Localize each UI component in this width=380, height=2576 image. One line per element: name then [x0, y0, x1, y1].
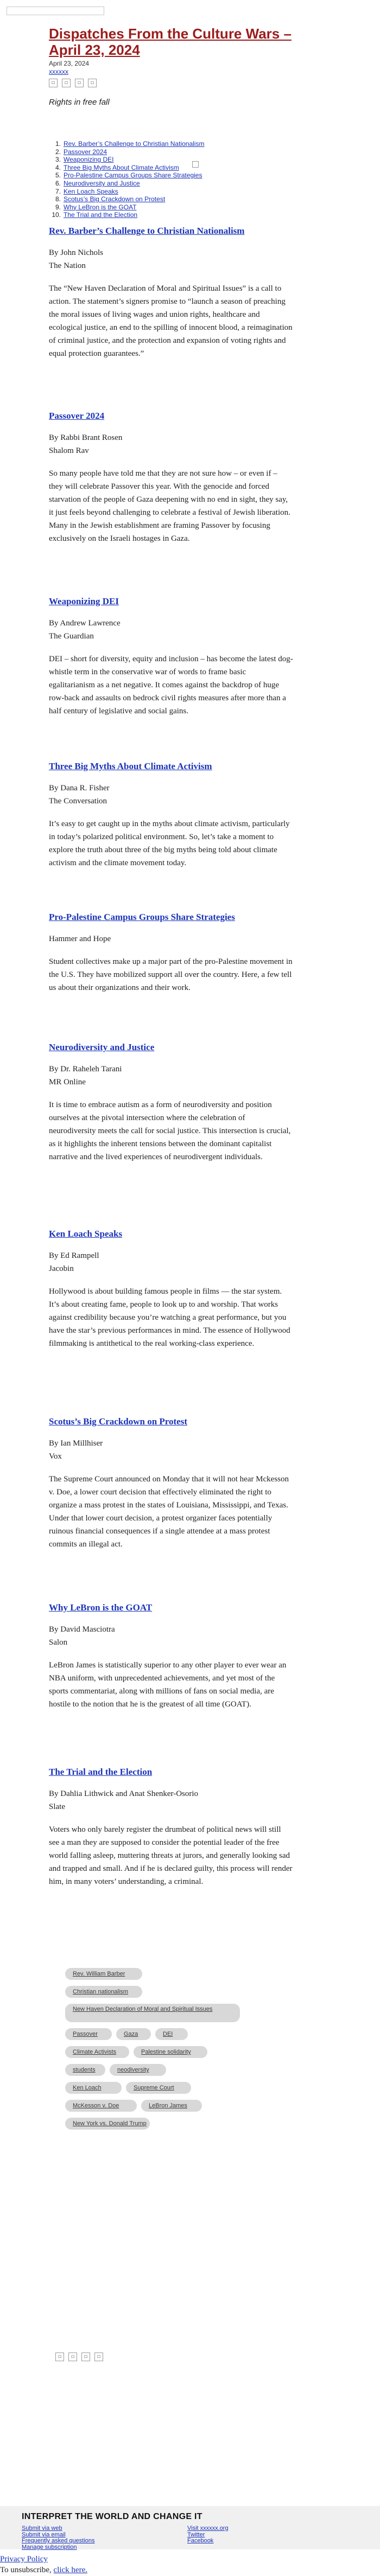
- share-bar-top: [49, 79, 293, 87]
- unsubscribe-text: To unsubscribe,: [0, 2566, 52, 2574]
- email-icon[interactable]: ▫: [75, 79, 84, 87]
- toc-link[interactable]: Neurodiversity and Justice: [64, 179, 140, 187]
- article-source: The Guardian: [49, 632, 94, 641]
- toc-link[interactable]: The Trial and the Election: [64, 211, 138, 219]
- article-source: The Nation: [49, 261, 86, 270]
- twitter-icon[interactable]: ▫: [68, 2353, 77, 2361]
- faq-link[interactable]: Frequently asked questions: [22, 2537, 95, 2544]
- article-author: By Dr. Raheleh Tarani: [49, 1065, 122, 1073]
- link-icon[interactable]: ▫: [88, 79, 97, 87]
- article-author: By Ian Millhiser: [49, 1439, 103, 1448]
- article: [49, 1228, 293, 1350]
- tag-pill[interactable]: Supreme Court: [126, 2082, 191, 2094]
- article-title[interactable]: Weaponizing DEI: [49, 596, 119, 606]
- facebook-icon[interactable]: ▫: [55, 2353, 64, 2361]
- article-author: By John Nichols: [49, 248, 104, 257]
- twitter-link[interactable]: Twitter: [187, 2531, 205, 2538]
- tag-pill[interactable]: DEI: [155, 2028, 188, 2040]
- toc-item: [49, 203, 293, 212]
- date-block: [49, 60, 293, 76]
- footer-links-right: [187, 2526, 229, 2545]
- submit-web-link[interactable]: Submit via web: [22, 2525, 62, 2532]
- visit-site-link[interactable]: Visit xxxxxx.org: [187, 2525, 229, 2532]
- article-source: Vox: [49, 1452, 62, 1461]
- toc-link[interactable]: Why LeBron is the GOAT: [64, 203, 137, 211]
- toc-number: 4.: [55, 163, 61, 171]
- tag-pill[interactable]: Rev. William Barber: [65, 1968, 142, 1980]
- article-body: Hollywood is about building famous people in films — the star system. It’s about creating fame, people to look up to and worship. That works against credibility because you’re watching a great performance, but you have the star’s previous performances in mind. The essence of Hollywood filmmaking is antithetical to the real working-class experience.: [49, 1287, 290, 1348]
- toc-item: [49, 140, 293, 148]
- article-source: Shalom Rav: [49, 446, 89, 455]
- toc-link[interactable]: Weaponizing DEI: [64, 156, 114, 164]
- article-title[interactable]: Rev. Barber’s Challenge to Christian Nationalism: [49, 226, 245, 236]
- article-source: Slate: [49, 1802, 65, 1811]
- toc-number: 9.: [55, 203, 61, 211]
- article-author: By Dahlia Lithwick and Anat Shenker-Osorio: [49, 1789, 199, 1798]
- article-body: Student collectives make up a major part of the pro-Palestine movement in the U.S. They have mobilized support all over the country. Here, a few tell us about their organizations and their work.: [49, 957, 293, 992]
- toc-number: 10.: [52, 211, 61, 219]
- article-title[interactable]: Neurodiversity and Justice: [49, 1042, 155, 1052]
- facebook-icon[interactable]: ▫: [49, 79, 58, 87]
- share-bar-bottom: [55, 2353, 300, 2361]
- article-body: DEI – short for diversity, equity and inclusion – has become the latest dog-whistle term in the conservative war of words to frame basic egalitarianism as a net negative. It comes against the backdrop of huge row-back and assaults on bedrock civil rights measures after more than a half century of legislative and social gains.: [49, 655, 293, 715]
- toc-item: [49, 180, 293, 188]
- toc-item: [49, 195, 293, 203]
- article-source: MR Online: [49, 1078, 86, 1086]
- article-title[interactable]: The Trial and the Election: [49, 1767, 153, 1777]
- footer-heading: INTERPRET THE WORLD AND CHANGE IT: [22, 2512, 202, 2521]
- toc-item: [49, 148, 293, 156]
- toc-item: [49, 164, 293, 172]
- toc-link[interactable]: Three Big Myths About Climate Activism: [64, 163, 179, 171]
- toc-link[interactable]: Pro-Palestine Campus Groups Share Strategies: [64, 171, 202, 180]
- toc-number: 7.: [55, 187, 61, 195]
- submit-email-link[interactable]: Submit via email: [22, 2531, 66, 2538]
- tag-pill[interactable]: Palestine solidarity: [134, 2046, 207, 2058]
- privacy-policy-link[interactable]: Privacy Policy: [0, 2555, 48, 2564]
- issue-date: April 23, 2024: [49, 60, 90, 67]
- article-title[interactable]: Scotus’s Big Crackdown on Protest: [49, 1416, 188, 1427]
- article: [49, 225, 293, 360]
- article: [49, 410, 293, 545]
- toc-link[interactable]: Passover 2024: [64, 148, 107, 156]
- article-author: By Andrew Lawrence: [49, 619, 121, 628]
- article-title[interactable]: Why LeBron is the GOAT: [49, 1602, 153, 1613]
- tag-pill[interactable]: neodiversity: [110, 2064, 166, 2076]
- article-body: Voters who only barely register the drumbeat of political news will still see a man they are supposed to consider the potential leader of the free world falling asleep, muttering threats at jurors, and generally looking sad and trapped and small. And if he is declared guilty, this process will render him, in many voters’ understanding, a criminal.: [49, 1825, 293, 1886]
- footer-links-left: [22, 2526, 95, 2551]
- article-body: So many people have told me that they are not sure how – or even if – they will celebrate Passover this year. With the genocide and forced starvation of the people of Gaza deepening with no end in sight, they say, it just feels beyond challenging to celebrate a festival of Jewish liberation. Many in the Jewish establishment are framing Passover by focusing exclusively on the Israeli hostages in Gaza.: [49, 469, 290, 543]
- article-title[interactable]: Pro-Palestine Campus Groups Share Strategies: [49, 912, 235, 922]
- article-source: Jacobin: [49, 1264, 74, 1273]
- tag-pill[interactable]: New York vs. Donald Trump: [65, 2118, 150, 2130]
- tag-pill[interactable]: students: [65, 2064, 105, 2076]
- tag-pill[interactable]: Christian nationalism: [65, 1986, 142, 1998]
- toc-item: [49, 171, 293, 180]
- article-body: The Supreme Court announced on Monday that it will not hear Mckesson v. Doe, a lower court decision that effectively eliminated the right to organize a mass protest in the states of Louisiana, Mississippi, and Texas. Under that lower court decision, a protest organizer faces potentially ruinous financial consequences if a single attendee at a mass protest commits an illegal act.: [49, 1475, 289, 1549]
- article-body: LeBron James is statistically superior to any other player to ever wear an NBA uniform, with unprecedented achievements, and yet most of the sports commentariat, along with millions of fans on social media, are hostile to the notion that he is the greatest of all time (GOAT).: [49, 1661, 287, 1709]
- toc-item: [49, 156, 293, 164]
- article: [49, 911, 293, 994]
- tag-pill[interactable]: Passover: [65, 2028, 112, 2040]
- tag-pill[interactable]: New Haven Declaration of Moral and Spiritual Issues: [65, 2004, 240, 2022]
- article-source: Salon: [49, 1638, 68, 1647]
- toc-item: [49, 211, 293, 219]
- tagline: Rights in free fall: [49, 98, 110, 107]
- toc-link[interactable]: Scotus’s Big Crackdown on Protest: [64, 195, 166, 203]
- article: [49, 1766, 293, 1888]
- facebook-link[interactable]: Facebook: [187, 2537, 214, 2544]
- article-body: It’s easy to get caught up in the myths about climate activism, particularly in today’s polarized political environment. So, let’s take a moment to explore the truth about three of the big myths being told about climate activism and the climate movement today.: [49, 820, 290, 867]
- author-link[interactable]: xxxxxx: [49, 68, 68, 75]
- toc-number: 6.: [55, 179, 61, 187]
- toc-link[interactable]: Ken Loach Speaks: [64, 187, 118, 195]
- article-source: The Conversation: [49, 797, 107, 806]
- tag-pill[interactable]: McKesson v. Doe: [65, 2100, 137, 2112]
- toc-number: 3.: [55, 156, 61, 164]
- article: [49, 1602, 293, 1711]
- article-title[interactable]: Ken Loach Speaks: [49, 1229, 123, 1239]
- twitter-icon[interactable]: ▫: [62, 79, 71, 87]
- article: [49, 1041, 293, 1164]
- toc-link[interactable]: Rev. Barber’s Challenge to Christian Nationalism: [64, 140, 205, 148]
- article: [49, 1416, 293, 1551]
- toc-item: [49, 188, 293, 196]
- article-title[interactable]: Three Big Myths About Climate Activism: [49, 761, 212, 771]
- toc-number: 5.: [55, 171, 61, 180]
- tag-pill[interactable]: LeBron James: [141, 2100, 202, 2112]
- unsubscribe-line: [0, 2566, 87, 2575]
- article-source: Hammer and Hope: [49, 935, 111, 943]
- unsubscribe-link[interactable]: click here.: [53, 2566, 87, 2574]
- masthead-banner: [7, 7, 104, 15]
- tag-pill[interactable]: Climate Activists: [65, 2046, 129, 2058]
- email-icon[interactable]: ▫: [81, 2353, 90, 2361]
- article-body: The “New Haven Declaration of Moral and Spiritual Issues” is a call to action. The statement’s signers promise to “launch a season of preaching the moral issues of living wages and union rights, healthcare and ecological justice, an end to the spilling of innocent blood, a reimagination of criminal justice, and the protection and expansion of voting rights and equal protection guarantees.”: [49, 284, 293, 358]
- article: [49, 760, 293, 870]
- article-author: By Rabbi Brant Rosen: [49, 433, 123, 442]
- table-of-contents: [49, 140, 293, 219]
- article: [49, 596, 293, 718]
- tag-pill[interactable]: Gaza: [116, 2028, 151, 2040]
- toc-number: 8.: [55, 195, 61, 203]
- manage-subscription-link[interactable]: Manage subscription: [22, 2543, 77, 2551]
- article-author: By David Masciotra: [49, 1625, 115, 1634]
- link-icon[interactable]: ▫: [94, 2353, 103, 2361]
- newsletter-title[interactable]: Dispatches From the Culture Wars – April 23, 2024: [49, 25, 292, 58]
- footer: [0, 2506, 380, 2549]
- toc-number: 1.: [55, 140, 61, 148]
- article-title[interactable]: Passover 2024: [49, 411, 105, 421]
- article-author: By Dana R. Fisher: [49, 784, 110, 792]
- tag-pill[interactable]: Ken Loach: [65, 2082, 122, 2094]
- toc-number: 2.: [55, 148, 61, 156]
- article-author: By Ed Rampell: [49, 1251, 99, 1260]
- article-body: It is time to embrace autism as a form of neurodiversity and position ourselves at the pivotal intersection where the celebration of neurodiversity meets the call for social justice. This intersection is crucial, as it highlights the inherent tensions between the dominant capitalist narrative and the lived experiences of neurodivergent individuals.: [49, 1101, 291, 1161]
